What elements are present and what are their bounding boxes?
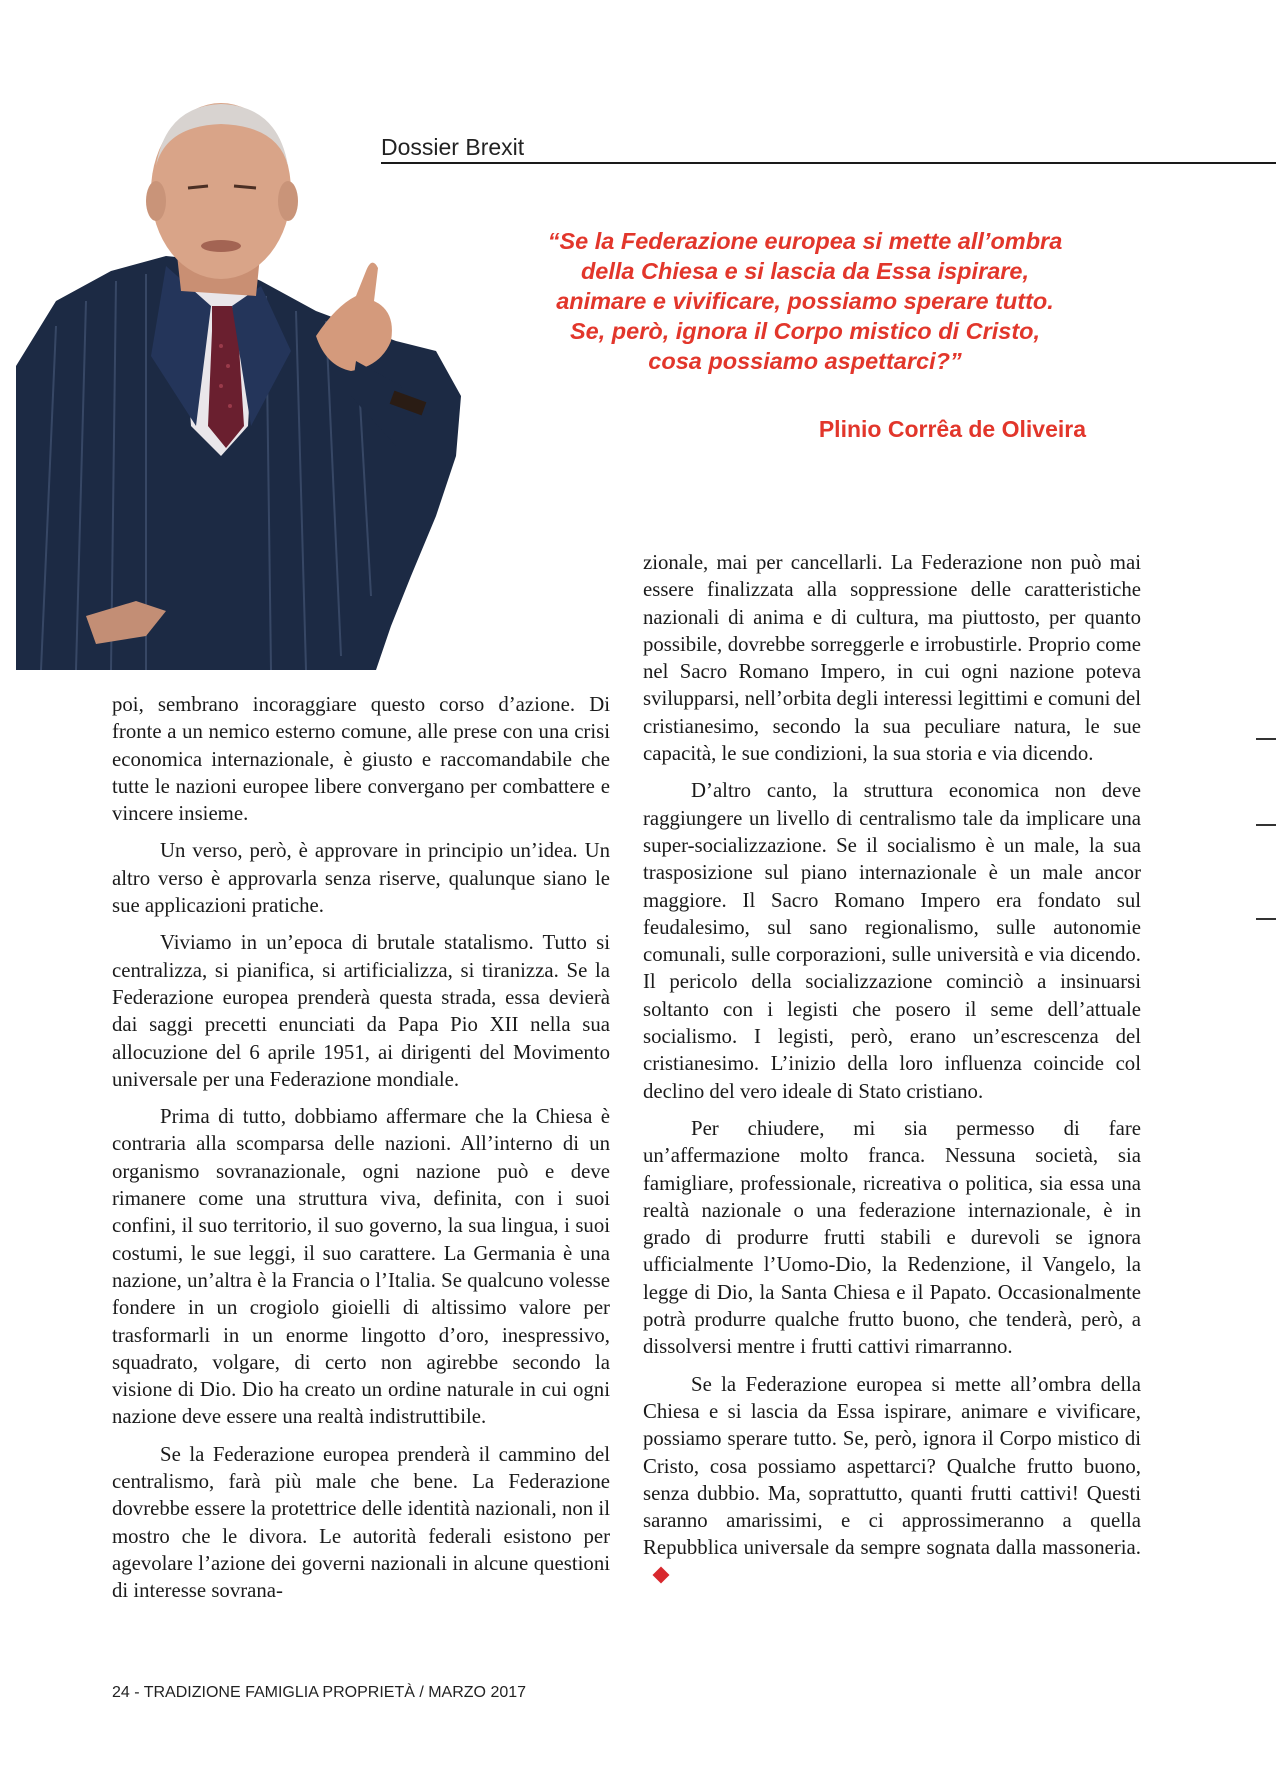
paragraph: Prima di tutto, dobbiamo affermare che la Chiesa è contraria alla scomparsa delle nazioni. All’interno di un organismo sovranazionale, ogni nazione può e deve rimanere come una struttura viva, definita, con i suoi confini, il suo territorio, il suo governo, la sua lingua, i suoi costumi, le sue leggi, il suo carattere. La Germania è una nazione, un’altra è la Francia o l’Italia. Se qualcuno volesse fondere in un crogiolo gioielli di altissimo valore per trasformarli in un enorme lingotto d’oro, inespressivo, squadrato, volgare, di certo non agirebbe secondo la visione di Dio. Dio ha creato un ordine naturale in cui ogni nazione deve essere una realtà indistruttibile.	[112, 1105, 610, 1429]
page-footer: 24 - TRADIZIONE FAMIGLIA PROPRIETÀ / MARZO 2017	[112, 1684, 527, 1701]
edge-mark	[1256, 824, 1276, 826]
left-column	[112, 691, 610, 1615]
paragraph: poi, sembrano incoraggiare questo corso d’azione. Di fronte a un nemico esterno comune, alle prese con una crisi economica internazionale, è giusto e raccomandabile che tutte le nazioni europee libere convergano per combattere e vincere insieme.	[112, 693, 610, 826]
paragraph: Per chiudere, mi sia permesso di fare un’affermazione molto franca. Nessuna società, sia famigliare, professionale, ricreativa o politica, sia essa una realtà nazionale o una federazione internazionale, è in grado di produrre frutti stabili e durevoli se ignora ufficialmente l’Uomo-Dio, la Redenzione, il Vangelo, la legge di Dio, la Santa Chiesa e il Papato. Occasionalmente potrà produrre qualche frutto buono, che tenderà, però, a dissolversi mentre i frutti cattivi rimarranno.	[643, 1116, 1141, 1359]
edge-mark	[1256, 738, 1276, 740]
paragraph-text: Se la Federazione europea si mette all’ombra della Chiesa e si lascia da Essa ispirare, animare e vivificare, possiamo sperare tutto. Se, però, ignora il Corpo mistico di Cristo, cosa possiamo aspettarci? Qualche frutto buono, senza dubbio. Ma, soprattutto, quanti frutti cattivi! Questi saranno amarissimi, e ci approssimeranno a quella Repubblica universale da sempre sognata dalla massoneria.	[643, 1372, 1141, 1560]
paragraph: Un verso, però, è approvare in principio un’idea. Un altro verso è approvarla senza riserve, qualunque siano le sue applicazioni pratiche.	[112, 839, 610, 918]
quote-line: Se, però, ignora il Corpo mistico di Cristo,	[569, 318, 1041, 344]
right-column	[643, 549, 1141, 1599]
section-label: Dossier Brexit	[381, 134, 525, 160]
edge-mark	[1256, 918, 1276, 920]
paragraph: zionale, mai per cancellarli. La Federazione non può mai essere finalizzata alla soppressione delle caratteristiche nazionali di anima e di cultura, ma piuttosto, per quanto possibile, dovrebbe sorreggerle e irrobustirle. Proprio come nel Sacro Romano Impero, in cui ogni nazione poteva svilupparsi, nell’orbita degli interessi legittimi e comuni del cristianesimo, secondo la sua peculiare natura, le sue capacità, le sue condizioni, la sua storia e via dicendo.	[643, 551, 1141, 766]
quote-line: animare e vivificare, possiamo sperare tutto.	[556, 288, 1054, 314]
paragraph: Se la Federazione europea prenderà il cammino del centralismo, farà più male che bene. La Federazione dovrebbe essere la protettrice delle identità nazionali, non il mostro che le divora. Le autorità federali esistono per agevolare l’azione dei governi nazionali in alcune questioni di interesse sovrana-	[112, 1442, 610, 1603]
portrait-photo	[16, 96, 530, 670]
paragraph	[643, 1371, 1141, 1589]
quote-line: “Se la Federazione europea si mette all’ombra	[547, 228, 1063, 254]
diamond-icon	[653, 1566, 670, 1583]
pull-quote	[525, 226, 1085, 376]
paragraph: Viviamo in un’epoca di brutale statalismo. Tutto si centralizza, si pianifica, si artificializza, si tiranizza. Se la Federazione europea prenderà questa strada, essa devierà dai saggi precetti enunciati da Papa Pio XII nella sua allocuzione del 6 aprile 1951, ai dirigenti del Movimento universale per una Federazione mondiale.	[112, 931, 610, 1091]
paragraph: D’altro canto, la struttura economica non deve raggiungere un livello di centralismo tale da implicare una super-socializzazione. Se il socialismo è un male, la sua trasposizione sul piano internazionale è un male ancor maggiore. Il Sacro Romano Impero era fondato sul feudalesimo, sul sano regionalismo, sulle autonomie comunali, sulle corporazioni, sulle università e via dicendo. Il pericolo della socializzazione cominciò a insinuarsi soltanto con i legisti che posero il seme dell’attuale socialismo. I legisti, però, erano un’escrescenza del cristianesimo. L’inizio della loro influenza coincide col declino del vero ideale di Stato cristiano.	[643, 779, 1141, 1103]
quote-line: della Chiesa e si lascia da Essa ispirare,	[580, 258, 1030, 284]
quote-line: cosa possiamo aspettarci?”	[648, 348, 962, 374]
quote-author: Plinio Corrêa de Oliveira	[818, 416, 1086, 442]
